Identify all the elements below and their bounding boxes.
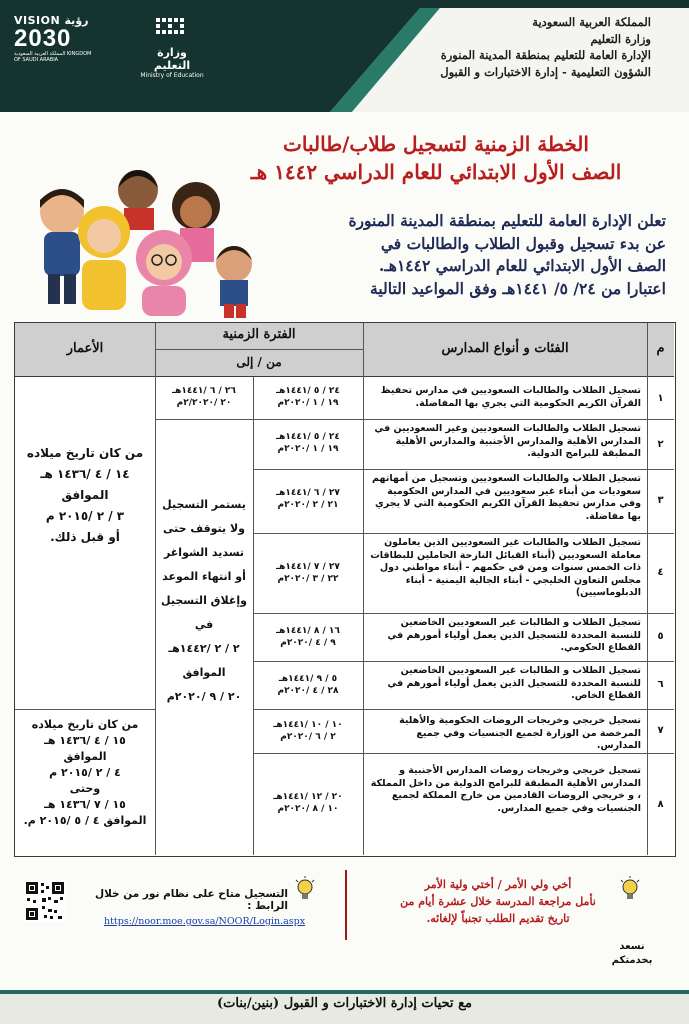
registration-text: التسجيل متاح على نظام نور من خلال الرابط : [94, 888, 288, 912]
row-category: تسجيل الطلاب و الطالبات غير السعوديين الخاضعين للنسبة المحددة للتسجيل الذين يعمل أولياء أمورهم في القطاع الحكومي. [387, 617, 641, 653]
row-from-date: ٢٧ / ٦ /١٤٤١هـ ٢١ / ٢ /٢٠٢٠م [276, 488, 340, 510]
row-divider [155, 349, 363, 350]
row-from-date: ٥ / ٩ /١٤٤١هـ ٢٨ / ٤ /٢٠٢٠م [277, 674, 339, 696]
row-category: تسجيل الطلاب والطالبات السعوديين في مدارس تحفيظ القرآن الكريم الحكومية التي يجري بها المفاضلة. [380, 385, 641, 409]
page-title [210, 130, 662, 186]
row-to-date: ٢٦ / ٦ /١٤٤١هـ ٢٠ /٢/٢٠٢٠م [172, 386, 236, 408]
ministry-logo [140, 16, 204, 79]
row-divider [253, 469, 674, 470]
row-number: ١ [657, 393, 664, 404]
schedule-table [14, 322, 676, 857]
header-line: وزارة التعليم [590, 31, 651, 46]
header-category: الفئات و أنواع المدارس [441, 341, 569, 356]
row-category: تسجيل الطلاب والطالبات غير السعوديين الذين يعاملون معاملة السعوديين (أبناء القبائل النازحة الحاملين للبطاقات ذات الخمس سنوات ومن في حكمهم - أبناء مواطني دول مجلس التعاون الخليجي - أبناء الجالية اليمنية - أبناء الدبلوماسيين) [370, 537, 641, 598]
row-divider [15, 709, 155, 710]
row-number: ٢ [657, 439, 664, 450]
footer-text: مع تحيات إدارة الاختبارات و القبول (بنين/بنات) [217, 996, 472, 1011]
row-divider [253, 753, 674, 754]
title-line-2: الصف الأول الابتدائي للعام الدراسي ١٤٤٢ هـ [250, 160, 622, 184]
row-category: تسجيل خريجي وخريجات روضات المدارس الأجنبية و المدارس الأهلية المطبقة للبرامج الدولية من داخل المملكة ، و خريجي الروضات القادمين من خارج المملكة لجميع الجنسيات وفي جميع المدارس. [370, 765, 641, 814]
row-number: ٦ [657, 679, 664, 690]
row-divider [253, 661, 674, 662]
announcement-line: الصف الأول الابتدائي للعام الدراسي ١٤٤٢هـ. [378, 256, 666, 275]
row-divider [253, 709, 674, 710]
ministry-emblem-icon [152, 16, 192, 40]
ministry-header-lines [351, 14, 651, 80]
row-number: ٥ [657, 631, 664, 642]
vision-year: 2030 [14, 25, 72, 52]
row-number: ٧ [657, 725, 664, 736]
row-divider [253, 419, 674, 420]
row-from-date: ٢٤ / ٥ /١٤٤١هـ ١٩ / ١ /٢٠٢٠م [276, 432, 340, 454]
row-category: تسجيل الطلاب و الطالبات غير السعوديين الخاضعين للنسبة المحددة للتسجيل الذين يعمل أولياء أمورهم في القطاع الخاص. [387, 665, 641, 701]
registration-continues: يستمر التسجيل ولا يتوقف حتى تسديد الشواغر أو انتهاء الموعد وإغلاق التسجيل في ٢ / ٢ /١٤٤٢هـ الموافق ٢٠ / ٩ /٢٠٢٠م [161, 498, 247, 703]
header-ages: الأعمار [66, 341, 104, 356]
announcement [230, 210, 666, 300]
header-from-to: من / إلى [236, 355, 282, 369]
header-line: المملكة العربية السعودية [532, 15, 651, 29]
vision-title: VISION رؤية [14, 14, 89, 27]
row-number: ٨ [657, 799, 664, 810]
row-divider [253, 533, 674, 534]
header-line: الإدارة العامة للتعليم بمنطقة المدينة المنورة [440, 48, 651, 62]
header-line: الشؤون التعليمية - إدارة الاختبارات و القبول [440, 64, 651, 79]
row-category: تسجيل خريجي وخريجات الروضات الحكومية والأهلية المرخصة من الوزارة لجميع الجنسيات وفي جميع المدارس. [399, 715, 641, 751]
lightbulb-icon [619, 876, 641, 902]
row-from-date: ٢٧ / ٧ /١٤٤١هـ ٢٢ / ٣ /٢٠٢٠م [276, 562, 340, 584]
parent-note [345, 870, 645, 940]
vision-2030-logo [14, 14, 98, 70]
row-category: تسجيل الطلاب والطالبات السعوديين وغير السعوديين في المدارس الأهلية والمدارس الأجنبية والمدارس الأهلية المطبقة للبرامج الدولية. [374, 423, 641, 459]
row-divider [155, 419, 253, 420]
header-number: م [656, 341, 665, 356]
row-from-date: ١٠ / ١٠ /١٤٤١هـ ٢ / ٦ /٢٠٢٠م [273, 720, 343, 742]
noor-link[interactable]: https://noor.moe.gov.sa/NOOR/Login.aspx [104, 916, 306, 927]
ministry-english: Ministry of Education [140, 72, 204, 79]
row-from-date: ٢٤ / ٥ /١٤٤١هـ ١٩ / ١ /٢٠٢٠م [276, 386, 340, 408]
vision-subtitle: المملكة العربية السعودية KINGDOM OF SAUDI ARABIA [14, 51, 92, 63]
announcement-line: تعلن الإدارة العامة للتعليم بمنطقة المدينة المنورة [348, 211, 666, 230]
header-period: الفترة الزمنية [222, 327, 296, 342]
row-from-date: ٢٠ / ١٢ /١٤٤١هـ ١٠ / ٨ /٢٠٢٠م [273, 792, 343, 814]
row-number: ٣ [657, 495, 664, 506]
announcement-line: اعتبارا من ٢٤/ ٥/ ١٤٤١هـ وفق المواعيد التالية [370, 278, 666, 298]
row-divider [253, 613, 674, 614]
row-category: تسجيل الطلاب والطالبات السعوديين وتسجيل من أمهاتهم سعوديات من أبناء غير سعوديين في المدارس الحكومية وفي مدارس تحفيظ القرآن الكريم الحكومية التي لا يجري بها مفاضلة. [372, 473, 641, 522]
serve-text: نسعد بخدمتكم [611, 941, 653, 966]
announcement-line: عن بدء تسجيل وقبول الطلاب والطالبات في [380, 233, 666, 253]
lightbulb-icon [294, 876, 316, 902]
row-from-date: ١٦ / ٨ /١٤٤١هـ ٩ / ٤ /٢٠٢٠م [276, 626, 340, 648]
parent-note-text: أخي ولي الأمر / أختي ولية الأمر نأمل مراجعة المدرسة خلال عشرة أيام من تاريخ تقديم الطلب تجنباً لإلغائه. [400, 878, 596, 925]
ministry-arabic: وزارة التعليم [153, 46, 191, 72]
age-group-1: من كان تاريخ ميلاده ١٤ / ٤ /١٤٣٦ هـ الموافق ٣ / ٢ /٢٠١٥ م أو قبل ذلك. [26, 446, 144, 544]
row-number: ٤ [657, 567, 664, 578]
qr-code-icon[interactable] [24, 880, 66, 922]
age-group-2: من كان تاريخ ميلاده ١٥ / ٤ /١٤٣٦ هـ الموافق ٤ / ٢ /٢٠١٥ م وحتى ١٥ / ٧ /١٤٣٦ هـ الموافق ٤ / ٥ /٢٠١٥ م. [23, 718, 147, 827]
col-divider [363, 323, 364, 855]
title-line-1: الخطة الزمنية لتسجيل طلاب/طالبات [283, 132, 589, 156]
